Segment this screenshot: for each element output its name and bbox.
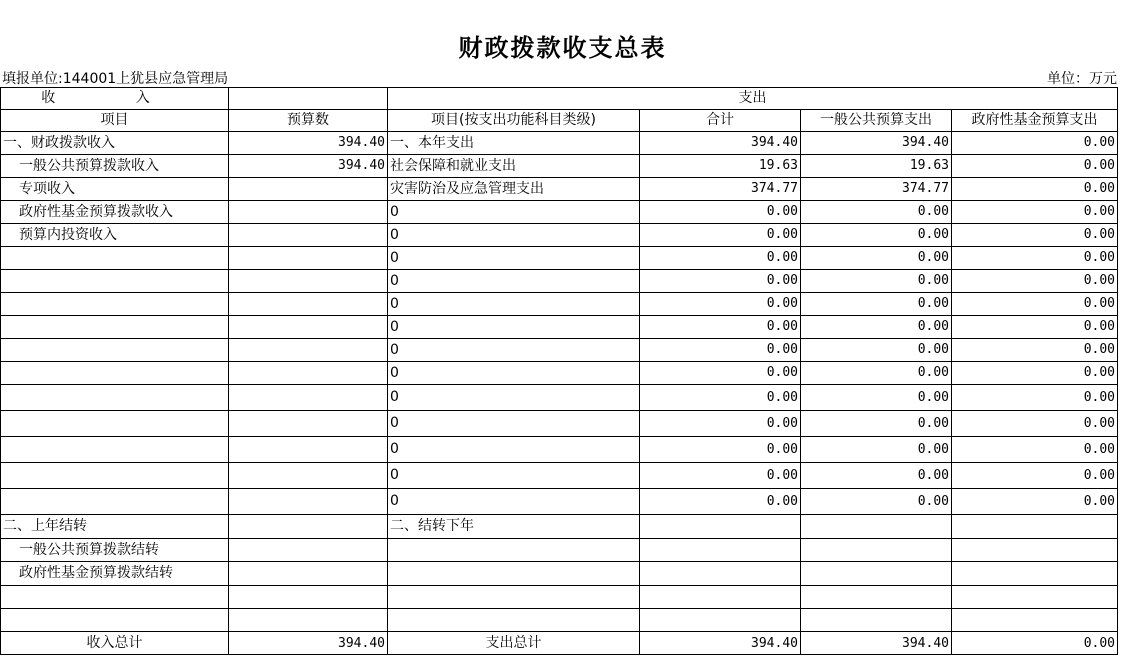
budget-value-cell — [229, 562, 388, 586]
general-value-cell: 0.00 — [801, 437, 952, 463]
header-expense-item: 项目(按支出功能科目类级) — [388, 110, 640, 132]
total-value-cell: 0.00 — [640, 247, 801, 270]
general-value-cell — [801, 609, 952, 632]
expense-item-cell: 0 — [388, 385, 640, 411]
expense-item-cell — [388, 539, 640, 562]
table-row — [1, 155, 1118, 178]
total-value-cell: 0.00 — [640, 270, 801, 293]
general-value-cell: 0.00 — [801, 362, 952, 385]
table-row — [1, 562, 1118, 586]
header-fund: 政府性基金预算支出 — [952, 110, 1118, 132]
income-item-cell — [1, 411, 229, 437]
expense-item-cell: 0 — [388, 224, 640, 247]
budget-table — [0, 87, 1118, 655]
total-value-cell — [640, 586, 801, 609]
fund-value-cell — [952, 586, 1118, 609]
income-item-cell — [1, 316, 229, 339]
header-row-2 — [1, 110, 1118, 132]
header-budget: 预算数 — [229, 110, 388, 132]
unit-label: 单位：万元 — [1047, 71, 1117, 87]
budget-value-cell — [229, 411, 388, 437]
income-item-cell: 一、财政拨款收入 — [1, 132, 229, 155]
general-value-cell: 0.00 — [801, 293, 952, 316]
table-row — [1, 339, 1118, 362]
table-row — [1, 489, 1118, 515]
page-title: 财政拨款收支总表 — [458, 33, 667, 62]
header-expense: 支出 — [388, 88, 1118, 110]
budget-value-cell — [229, 247, 388, 270]
expense-item-cell — [388, 586, 640, 609]
expense-item-cell: 0 — [388, 362, 640, 385]
totals-row — [1, 632, 1118, 655]
total-value-cell: 0.00 — [640, 224, 801, 247]
table-row — [1, 270, 1118, 293]
fund-value-cell: 0.00 — [952, 270, 1118, 293]
general-value-cell — [801, 586, 952, 609]
table-row — [1, 293, 1118, 316]
total-value-cell: 19.63 — [640, 155, 801, 178]
total-value-cell: 0.00 — [640, 201, 801, 224]
income-total-value: 394.40 — [229, 632, 388, 655]
fund-value-cell — [952, 539, 1118, 562]
header-row-1 — [1, 88, 1118, 110]
income-item-cell — [1, 489, 229, 515]
expense-item-cell: 一、本年支出 — [388, 132, 640, 155]
header-item: 项目 — [1, 110, 229, 132]
budget-value-cell — [229, 539, 388, 562]
fund-value-cell: 0.00 — [952, 132, 1118, 155]
income-item-cell: 预算内投资收入 — [1, 224, 229, 247]
expense-item-cell: 0 — [388, 489, 640, 515]
budget-value-cell — [229, 224, 388, 247]
total-value-cell: 0.00 — [640, 293, 801, 316]
table-row — [1, 609, 1118, 632]
budget-value-cell — [229, 178, 388, 201]
table-row — [1, 247, 1118, 270]
header-general: 一般公共预算支出 — [801, 110, 952, 132]
income-item-cell: 二、上年结转 — [1, 515, 229, 539]
table-row — [1, 463, 1118, 489]
table-row — [1, 362, 1118, 385]
expense-item-cell: 灾害防治及应急管理支出 — [388, 178, 640, 201]
budget-value-cell — [229, 609, 388, 632]
budget-value-cell — [229, 489, 388, 515]
budget-value-cell — [229, 201, 388, 224]
expense-item-cell: 0 — [388, 270, 640, 293]
fund-value-cell: 0.00 — [952, 316, 1118, 339]
expense-item-cell: 0 — [388, 293, 640, 316]
fund-value-cell: 0.00 — [952, 411, 1118, 437]
expense-item-cell: 社会保障和就业支出 — [388, 155, 640, 178]
general-value-cell: 0.00 — [801, 463, 952, 489]
budget-value-cell: 394.40 — [229, 132, 388, 155]
income-item-cell: 一般公共预算拨款结转 — [1, 539, 229, 562]
budget-value-cell — [229, 385, 388, 411]
general-value-cell: 0.00 — [801, 385, 952, 411]
income-item-cell: 专项收入 — [1, 178, 229, 201]
expense-item-cell: 0 — [388, 411, 640, 437]
total-value-cell: 0.00 — [640, 437, 801, 463]
budget-value-cell — [229, 362, 388, 385]
general-value-cell: 0.00 — [801, 411, 952, 437]
income-item-cell — [1, 586, 229, 609]
table-row — [1, 437, 1118, 463]
general-value-cell: 19.63 — [801, 155, 952, 178]
total-value-cell: 0.00 — [640, 316, 801, 339]
total-value-cell — [640, 539, 801, 562]
fund-value-cell: 0.00 — [952, 201, 1118, 224]
income-item-cell — [1, 609, 229, 632]
income-item-cell — [1, 293, 229, 316]
expense-item-cell: 0 — [388, 247, 640, 270]
income-item-cell — [1, 362, 229, 385]
fund-value-cell: 0.00 — [952, 385, 1118, 411]
general-total-value: 394.40 — [801, 632, 952, 655]
expense-item-cell: 0 — [388, 339, 640, 362]
general-value-cell: 374.77 — [801, 178, 952, 201]
budget-value-cell — [229, 437, 388, 463]
table-row — [1, 224, 1118, 247]
total-value-cell: 0.00 — [640, 385, 801, 411]
fund-value-cell: 0.00 — [952, 489, 1118, 515]
total-value-cell: 394.40 — [640, 132, 801, 155]
budget-value-cell — [229, 339, 388, 362]
general-value-cell: 0.00 — [801, 489, 952, 515]
total-value-cell: 0.00 — [640, 339, 801, 362]
expense-total-label: 支出总计 — [388, 632, 640, 655]
expense-item-cell: 0 — [388, 463, 640, 489]
total-value-cell: 0.00 — [640, 362, 801, 385]
total-value-cell: 374.77 — [640, 178, 801, 201]
expense-item-cell: 0 — [388, 316, 640, 339]
table-row — [1, 316, 1118, 339]
table-row — [1, 539, 1118, 562]
total-value-cell — [640, 515, 801, 539]
budget-value-cell: 394.40 — [229, 155, 388, 178]
expense-item-cell: 0 — [388, 437, 640, 463]
total-value-cell — [640, 609, 801, 632]
fund-value-cell: 0.00 — [952, 224, 1118, 247]
reporting-unit: 填报单位:144001上犹县应急管理局 — [2, 71, 229, 87]
total-value-cell: 0.00 — [640, 463, 801, 489]
expense-total-value: 394.40 — [640, 632, 801, 655]
fund-value-cell: 0.00 — [952, 293, 1118, 316]
expense-item-cell: 二、结转下年 — [388, 515, 640, 539]
table-row — [1, 586, 1118, 609]
income-item-cell — [1, 385, 229, 411]
expense-item-cell: 0 — [388, 201, 640, 224]
header-total: 合计 — [640, 110, 801, 132]
fund-value-cell: 0.00 — [952, 155, 1118, 178]
table-row — [1, 411, 1118, 437]
general-value-cell: 0.00 — [801, 339, 952, 362]
income-item-cell: 政府性基金预算拨款结转 — [1, 562, 229, 586]
budget-value-cell — [229, 586, 388, 609]
income-item-cell — [1, 247, 229, 270]
budget-value-cell — [229, 316, 388, 339]
total-value-cell: 0.00 — [640, 489, 801, 515]
fund-value-cell: 0.00 — [952, 247, 1118, 270]
header-income: 收 入 — [1, 88, 229, 110]
general-value-cell: 0.00 — [801, 224, 952, 247]
general-value-cell — [801, 515, 952, 539]
header-blank — [229, 88, 388, 110]
expense-item-cell — [388, 562, 640, 586]
table-row — [1, 201, 1118, 224]
fund-value-cell — [952, 609, 1118, 632]
budget-value-cell — [229, 515, 388, 539]
table-row — [1, 178, 1118, 201]
fund-value-cell: 0.00 — [952, 463, 1118, 489]
total-value-cell: 0.00 — [640, 411, 801, 437]
fund-value-cell — [952, 515, 1118, 539]
general-value-cell — [801, 539, 952, 562]
total-value-cell — [640, 562, 801, 586]
budget-value-cell — [229, 463, 388, 489]
table-row — [1, 515, 1118, 539]
income-item-cell — [1, 463, 229, 489]
table-row — [1, 132, 1118, 155]
income-item-cell: 政府性基金预算拨款收入 — [1, 201, 229, 224]
general-value-cell: 0.00 — [801, 201, 952, 224]
income-item-cell — [1, 437, 229, 463]
expense-item-cell — [388, 609, 640, 632]
fund-value-cell — [952, 562, 1118, 586]
general-value-cell: 0.00 — [801, 270, 952, 293]
fund-total-value: 0.00 — [952, 632, 1118, 655]
fund-value-cell: 0.00 — [952, 437, 1118, 463]
budget-value-cell — [229, 293, 388, 316]
income-item-cell: 一般公共预算拨款收入 — [1, 155, 229, 178]
fund-value-cell: 0.00 — [952, 362, 1118, 385]
table-row — [1, 385, 1118, 411]
income-item-cell — [1, 270, 229, 293]
fund-value-cell: 0.00 — [952, 178, 1118, 201]
general-value-cell: 0.00 — [801, 247, 952, 270]
general-value-cell: 394.40 — [801, 132, 952, 155]
income-total-label: 收入总计 — [1, 632, 229, 655]
general-value-cell: 0.00 — [801, 316, 952, 339]
budget-value-cell — [229, 270, 388, 293]
income-item-cell — [1, 339, 229, 362]
fund-value-cell: 0.00 — [952, 339, 1118, 362]
general-value-cell — [801, 562, 952, 586]
